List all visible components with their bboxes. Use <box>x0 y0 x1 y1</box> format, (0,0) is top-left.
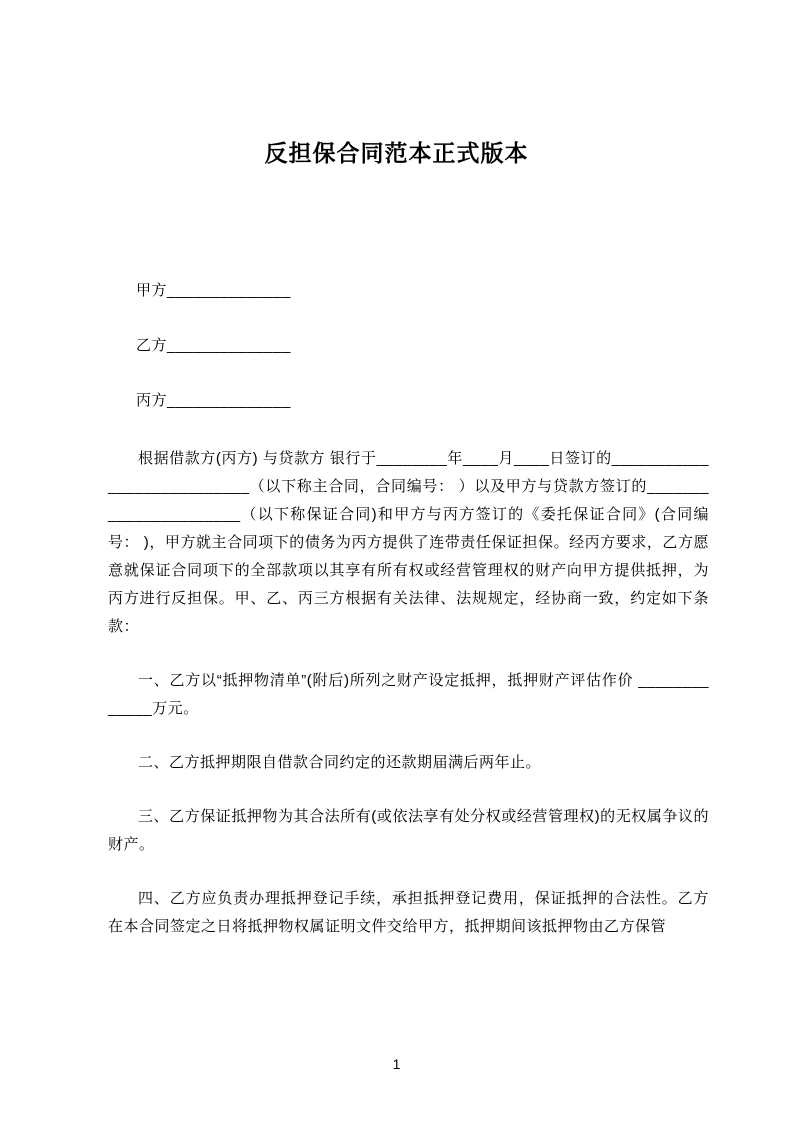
contract-body <box>108 445 709 941</box>
party-b-line: 乙方______________ <box>136 337 291 354</box>
party-a-line: 甲方______________ <box>136 282 291 299</box>
document-title: 反担保合同范本正式版本 <box>264 140 529 166</box>
page-number: 1 <box>392 1056 401 1072</box>
clause-4: 四、乙方应负责办理抵押登记手续，承担抵押登记费用，保证抵押的合法性。乙方在本合同签定之日将抵押物权属证明文件交给甲方，抵押期间该抵押物由乙方保管 <box>108 890 709 935</box>
intro-paragraph: 根据借款方(丙方) 与贷款方 银行于________年____月____日签订的___________________________（以下称主合同，合同编号： ）以及甲方与贷款方签订的______________________（以下称保证合同)和甲方与丙方签订的《委托保证合同》(合同编号： )，甲方就主合同项下的债务为丙方提供了连带责任保证担保。经丙方要求，乙方愿意就保证合同项下的全部款项以其享有所有权或经营管理权的财产向甲方提供抵押，为丙方进行反担保。甲、乙、丙三方根据有关法律、法规规定，经协商一致，约定如下条款： <box>108 450 709 635</box>
clause-3: 三、乙方保证抵押物为其合法所有(或依法享有处分权或经营管理权)的无权属争议的财产。 <box>108 808 709 853</box>
clause-1: 一、乙方以“抵押物清单”(附后)所列之财产设定抵押，抵押财产评估作价 _____________万元。 <box>108 672 709 717</box>
clause-2: 二、乙方抵押期限自借款合同约定的还款期届满后两年止。 <box>138 754 542 771</box>
parties-block <box>136 280 793 412</box>
party-c-line: 丙方______________ <box>136 392 291 409</box>
